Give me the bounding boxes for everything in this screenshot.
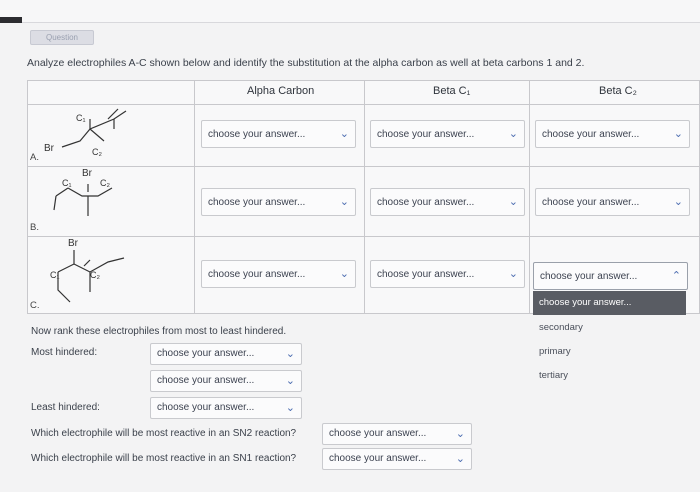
table-col-divider bbox=[364, 80, 365, 314]
chevron-down-icon: ⌄ bbox=[673, 196, 683, 208]
select-b-beta1[interactable] bbox=[370, 188, 525, 216]
select-b-beta2[interactable] bbox=[535, 188, 690, 216]
corner-mark bbox=[0, 17, 22, 23]
molecule-c-br-label: Br bbox=[68, 238, 78, 249]
select-a-beta1-value: choose your answer... bbox=[377, 129, 475, 140]
least-hindered-label: Least hindered: bbox=[31, 402, 100, 413]
molecule-a-c2-label: C₂ bbox=[92, 147, 102, 157]
chevron-down-icon: ⌄ bbox=[508, 268, 518, 280]
select-c-beta1-value: choose your answer... bbox=[377, 269, 475, 280]
molecule-a-c1-label: C₁ bbox=[76, 113, 86, 123]
dropdown-option-highlighted[interactable] bbox=[533, 291, 686, 315]
sn1-select[interactable] bbox=[322, 448, 472, 470]
select-b-beta2-value: choose your answer... bbox=[542, 197, 640, 208]
sn1-question: Which electrophile will be most reactive in an SN1 reaction? bbox=[31, 453, 297, 464]
select-c-alpha[interactable] bbox=[201, 260, 356, 288]
molecule-c-c1-label: C₁ bbox=[50, 270, 60, 280]
question-tag: Question bbox=[30, 30, 94, 45]
chevron-down-icon: ⌄ bbox=[285, 402, 295, 414]
rank-select-1-value: choose your answer... bbox=[157, 348, 255, 359]
top-bar bbox=[0, 0, 700, 22]
sn2-select[interactable] bbox=[322, 423, 472, 445]
chevron-down-icon: ⌄ bbox=[673, 128, 683, 140]
chevron-down-icon: ⌄ bbox=[455, 453, 465, 465]
ranking-prompt: Now rank these electrophiles from most to least hindered. bbox=[31, 326, 287, 337]
select-a-beta1[interactable] bbox=[370, 120, 525, 148]
top-divider bbox=[0, 22, 700, 23]
molecule-b-br-label: Br bbox=[82, 168, 92, 179]
row-label-a: A. bbox=[30, 152, 39, 163]
rank-select-2-value: choose your answer... bbox=[157, 375, 255, 386]
select-a-beta2-value: choose your answer... bbox=[542, 129, 640, 140]
molecule-b-c2-label: C₂ bbox=[100, 178, 110, 188]
molecule-c-c2-label: C₂ bbox=[90, 270, 100, 280]
dropdown-option-primary[interactable] bbox=[533, 342, 686, 362]
select-a-alpha-value: choose your answer... bbox=[208, 129, 306, 140]
table-col-divider bbox=[529, 80, 530, 314]
select-c-alpha-value: choose your answer... bbox=[208, 269, 306, 280]
molecule-b-structure bbox=[42, 166, 132, 235]
dropdown-option-secondary[interactable] bbox=[533, 318, 686, 338]
sn1-select-value: choose your answer... bbox=[329, 453, 427, 464]
select-b-alpha-value: choose your answer... bbox=[208, 197, 306, 208]
table-col-divider bbox=[194, 80, 195, 314]
rank-select-3-value: choose your answer... bbox=[157, 402, 255, 413]
instructions-text: Analyze electrophiles A-C shown below and identify the substitution at the alpha carbon as well at beta carbons 1 and 2. bbox=[27, 57, 585, 69]
chevron-up-icon: ⌃ bbox=[671, 270, 681, 282]
rank-select-1[interactable] bbox=[150, 343, 302, 365]
chevron-down-icon: ⌄ bbox=[285, 375, 295, 387]
select-b-alpha[interactable] bbox=[201, 188, 356, 216]
chevron-down-icon: ⌄ bbox=[339, 196, 349, 208]
chevron-down-icon: ⌄ bbox=[508, 196, 518, 208]
row-label-c: C. bbox=[30, 300, 40, 311]
chevron-down-icon: ⌄ bbox=[455, 428, 465, 440]
dropdown-option-label: tertiary bbox=[539, 370, 569, 381]
molecule-b-c1-label: C₁ bbox=[62, 178, 72, 188]
molecule-c-structure bbox=[44, 236, 134, 311]
select-a-alpha[interactable] bbox=[201, 120, 356, 148]
sn2-select-value: choose your answer... bbox=[329, 428, 427, 439]
row-label-b: B. bbox=[30, 222, 39, 233]
most-hindered-label: Most hindered: bbox=[31, 347, 98, 358]
molecule-a-structure bbox=[40, 105, 150, 170]
chevron-down-icon: ⌄ bbox=[508, 128, 518, 140]
select-c-beta1[interactable] bbox=[370, 260, 525, 288]
chevron-down-icon: ⌄ bbox=[285, 348, 295, 360]
column-header-beta1: Beta C₁ bbox=[433, 85, 471, 97]
column-header-alpha: Alpha Carbon bbox=[247, 85, 315, 97]
dropdown-option-tertiary[interactable] bbox=[533, 366, 686, 386]
rank-select-2[interactable] bbox=[150, 370, 302, 392]
sn2-question: Which electrophile will be most reactive in an SN2 reaction? bbox=[31, 428, 297, 439]
select-c-beta2-value: choose your answer... bbox=[540, 271, 638, 282]
select-b-beta1-value: choose your answer... bbox=[377, 197, 475, 208]
column-header-beta2: Beta C₂ bbox=[599, 85, 637, 97]
molecule-a-br-label: Br bbox=[44, 143, 54, 154]
dropdown-option-label: secondary bbox=[539, 322, 583, 333]
select-c-beta2[interactable] bbox=[533, 262, 688, 290]
chevron-down-icon: ⌄ bbox=[339, 128, 349, 140]
dropdown-option-label: primary bbox=[539, 346, 571, 357]
dropdown-option-label: choose your answer... bbox=[539, 297, 632, 308]
chevron-down-icon: ⌄ bbox=[339, 268, 349, 280]
select-a-beta2[interactable] bbox=[535, 120, 690, 148]
rank-select-3[interactable] bbox=[150, 397, 302, 419]
